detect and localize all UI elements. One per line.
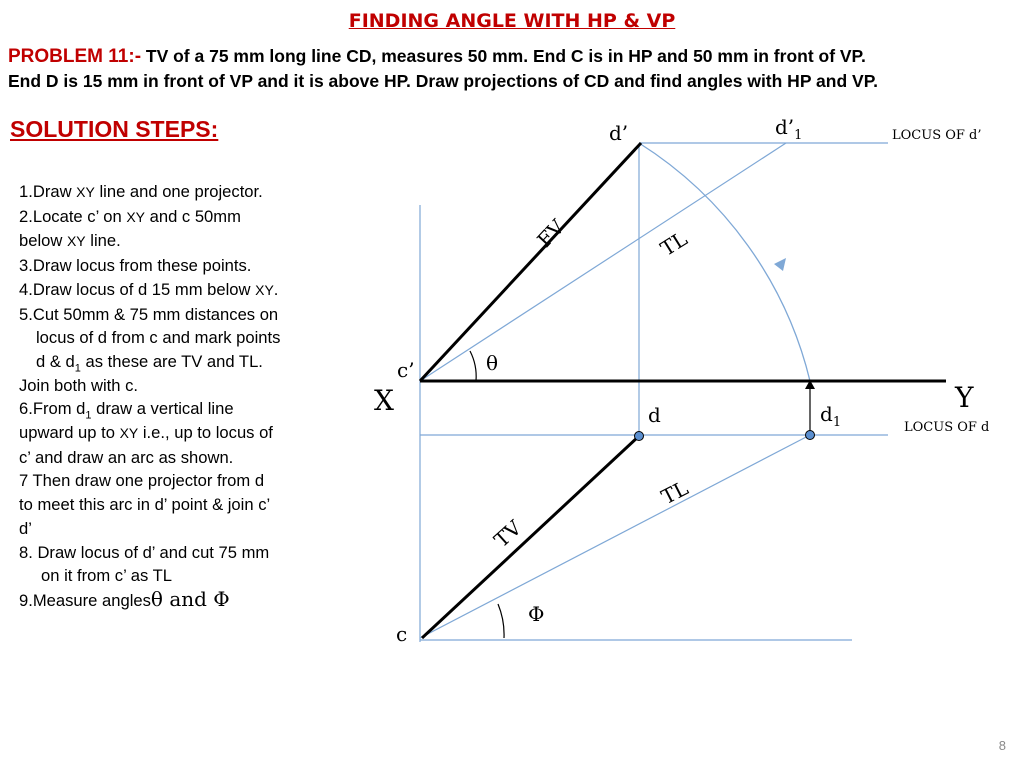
step-9: 9.Measure anglesθ and Φ xyxy=(19,586,230,611)
label-c: c xyxy=(396,622,408,646)
problem-text-2: End D is 15 mm in front of VP and it is above HP. Draw projections of CD and find angles with HP and VP. xyxy=(8,71,878,91)
step-6-cont-2: c’ and draw an arc as shown. xyxy=(19,447,234,467)
problem-text-1: TV of a 75 mm long line CD, measures 50 mm. End C is in HP and 50 mm in front of VP. xyxy=(141,46,866,66)
theta-angle-arc xyxy=(470,351,476,381)
step-6: 6.From $d_1$ draw a vertical line xyxy=(19,399,234,422)
slide-title: FINDING ANGLE WITH HP & VP xyxy=(348,10,676,32)
label-tv: TV xyxy=(489,515,527,553)
step-7-cont-2: d’ xyxy=(19,518,32,538)
true-length-line-front xyxy=(420,143,786,381)
phi-angle-arc xyxy=(498,604,504,638)
step-6-cont-1: upward up to XY i.e., up to locus of xyxy=(19,423,273,443)
label-theta: θ xyxy=(486,351,499,375)
page-number: 8 xyxy=(998,738,1006,753)
step-4: 4.Draw locus of d 15 mm below XY. xyxy=(19,279,279,299)
label-d: d xyxy=(648,403,661,427)
label-y: Y xyxy=(955,381,974,414)
label-x: X xyxy=(374,384,394,417)
label-phi: Φ xyxy=(528,602,545,626)
step-7: 7 Then draw one projector from d xyxy=(19,471,265,491)
label-d1: $d_1$ xyxy=(820,402,842,430)
arc-arrow-icon xyxy=(774,258,786,271)
step-5-cont-2: d & $d_1$ as these are TV and TL. xyxy=(36,351,263,375)
label-d1-prime: $d’_1$ xyxy=(775,115,803,143)
step-8-cont: on it from c’ as TL xyxy=(41,566,172,586)
label-fv: FV xyxy=(532,214,570,252)
true-length-line-top xyxy=(420,435,810,638)
solution-heading: SOLUTION STEPS: xyxy=(10,116,219,142)
step-3: 3.Draw locus from these points. xyxy=(19,256,252,276)
point-d1 xyxy=(806,431,815,440)
label-locus-d-prime: LOCUS OF d’ xyxy=(892,128,982,143)
step-5-cont-3: Join both with c. xyxy=(19,375,138,395)
step-5-cont-1: locus of d from c and mark points xyxy=(36,328,281,348)
step-7-cont-1: to meet this arc in d’ point & join c’ xyxy=(19,495,271,515)
label-locus-d: LOCUS OF d xyxy=(904,420,990,435)
step-2-cont: below XY line. xyxy=(19,231,121,251)
label-d-prime: d’ xyxy=(609,121,629,145)
problem-label: PROBLEM 11:- xyxy=(8,46,142,67)
label-tl-top: TL xyxy=(657,475,692,510)
label-tl-front: TL xyxy=(656,226,692,261)
step-8: 8. Draw locus of d’ and cut 75 mm xyxy=(19,542,270,562)
step-1: 1.Draw XY line and one projector. xyxy=(19,182,263,201)
front-view-line xyxy=(420,143,641,381)
point-d xyxy=(635,432,644,441)
step-5: 5.Cut 50mm & 75 mm distances on xyxy=(19,304,279,324)
step-2: 2.Locate c’ on XY and c 50mm xyxy=(19,206,241,226)
label-c-prime: c’ xyxy=(397,358,415,382)
